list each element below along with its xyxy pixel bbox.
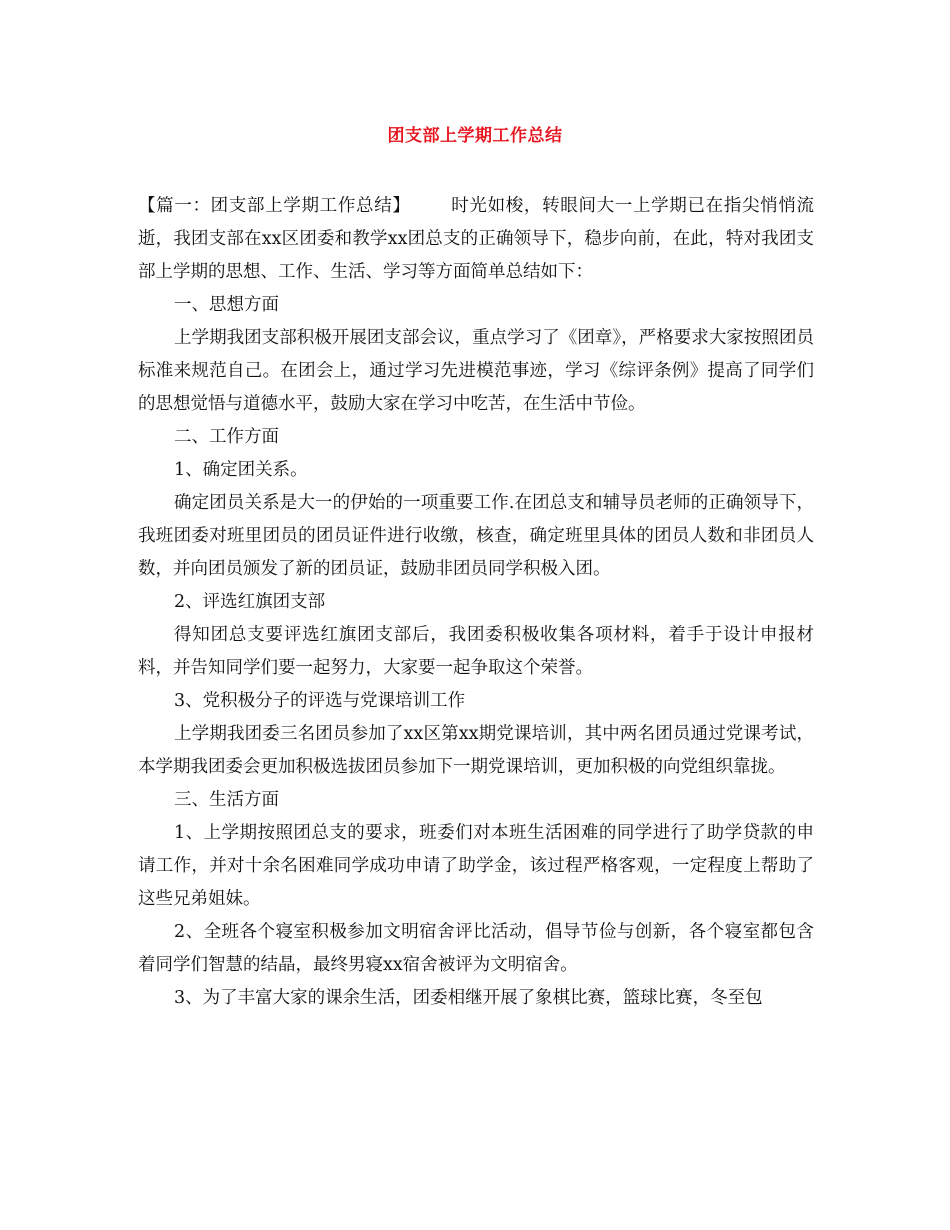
heading-work: 二、工作方面 (174, 427, 279, 447)
paragraph-lead (138, 190, 814, 289)
document-title: 团支部上学期工作总结 (387, 126, 563, 146)
heading-thought: 一、思想方面 (174, 295, 279, 315)
subheading: 1、确定团关系。 (174, 460, 308, 480)
section-label: 【篇一：团支部上学期工作总结】 (138, 196, 411, 216)
heading-life: 三、生活方面 (174, 790, 279, 810)
paragraph: 确定团员关系是大一的伊始的一项重要工作.在团总支和辅导员老师的正确领导下，我班团委对班里团员的团员证件进行收缴，核查，确定班里具体的团员人数和非团员人数，并向团员颁发了新的团员证，鼓励非团员同学积极入团。 (138, 493, 814, 579)
paragraph: 上学期我团委三名团员参加了xx区第xx期党课培训，其中两名团员通过党课考试，本学期我团委会更加积极选拔团员参加下一期党课培训，更加积极的向党组织靠拢。 (138, 724, 814, 777)
subheading: 3、党积极分子的评选与党课培训工作 (174, 691, 466, 711)
paragraph-text: 时光如梭，转眼间大一上学期已在指尖悄悄流逝，我团支部在xx区团委和教学xx团总支的正确领导下，稳步向前，在此，特对我团支部上学期的思想、工作、生活、学习等方面简单总结如下： (138, 196, 815, 282)
paragraph: 得知团总支要评选红旗团支部后，我团委积极收集各项材料，着手于设计申报材料，并告知同学们要一起努力，大家要一起争取这个荣誉。 (138, 625, 814, 678)
subheading: 2、评选红旗团支部 (174, 592, 326, 612)
paragraph: 2、全班各个寝室积极参加文明宿舍评比活动，倡导节俭与创新，各个寝室都包含着同学们智慧的结晶，最终男寝xx宿舍被评为文明宿舍。 (138, 922, 814, 975)
paragraph: 上学期我团支部积极开展团支部会议，重点学习了《团章》，严格要求大家按照团员标准来规范自己。在团会上，通过学习先进模范事迹，学习《综评条例》提高了同学们的思想觉悟与道德水平，鼓励大家在学习中吃苦，在生活中节俭。 (138, 328, 814, 414)
document-body (138, 190, 814, 1015)
paragraph: 3、为了丰富大家的课余生活，团委相继开展了象棋比赛，篮球比赛，冬至包 (174, 988, 763, 1008)
paragraph: 1、上学期按照团总支的要求，班委们对本班生活困难的同学进行了助学贷款的申请工作，并对十余名困难同学成功申请了助学金，该过程严格客观，一定程度上帮助了这些兄弟姐妹。 (138, 823, 814, 909)
